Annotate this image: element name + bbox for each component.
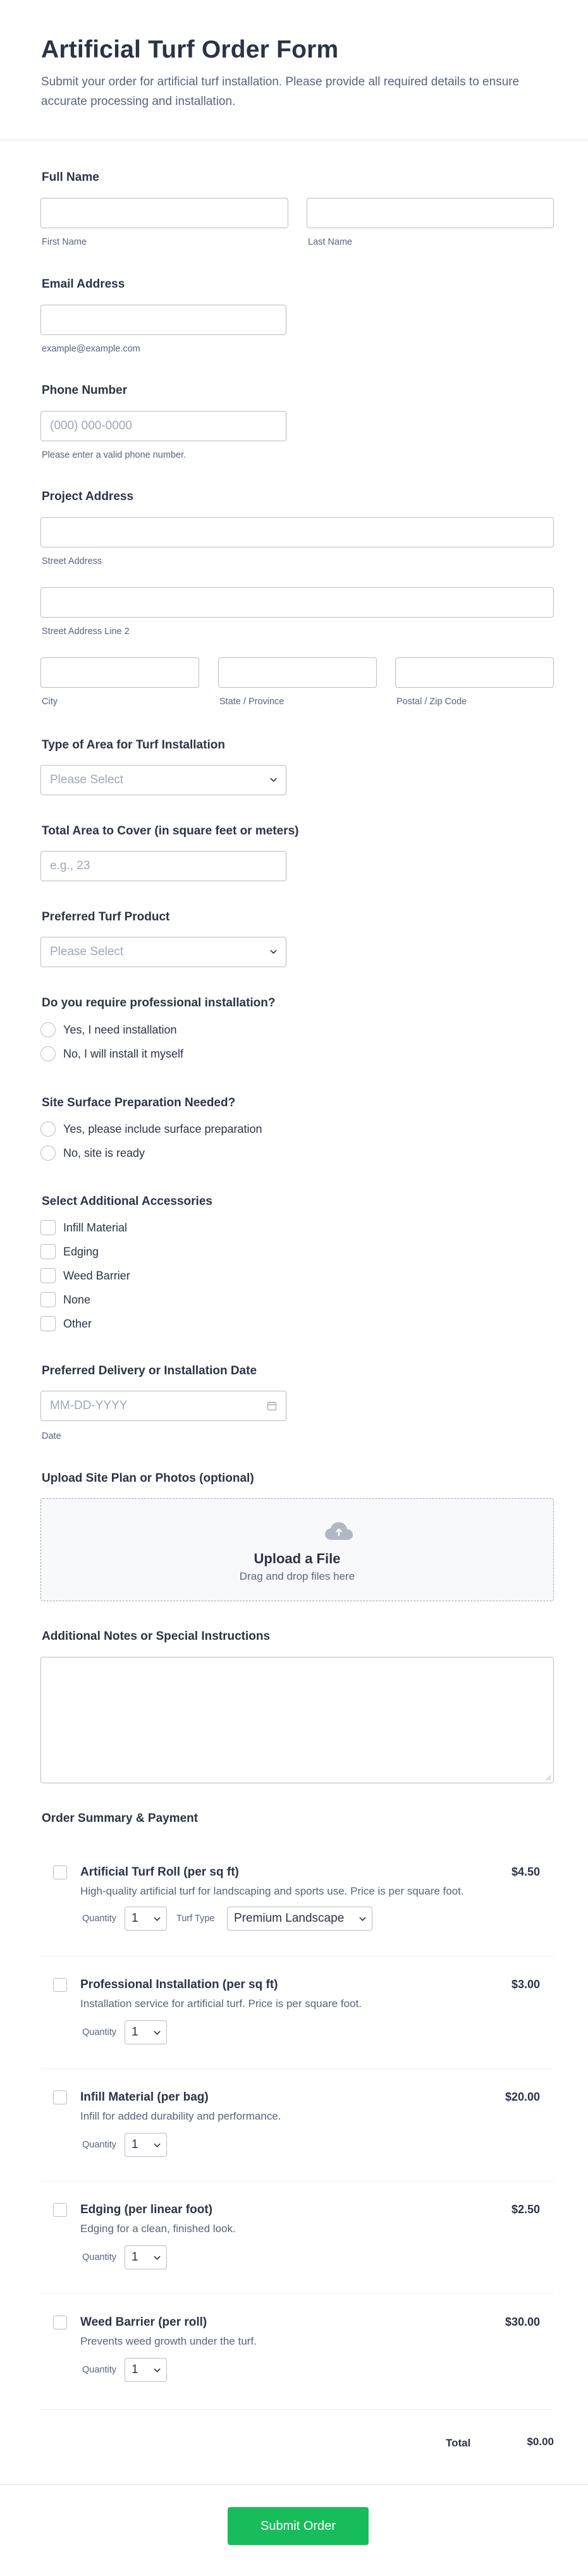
product-item [40,2299,554,2410]
area-type-selected: Please Select [50,773,124,786]
installation-label: Do you require professional installation? [42,996,276,1010]
calendar-icon[interactable] [267,1401,277,1411]
surface-prep-option-yes[interactable] [40,1120,262,1138]
accessory-option-label: Other [63,1317,92,1330]
checkbox[interactable] [40,1268,56,1283]
zip-sublabel: Postal / Zip Code [396,697,467,707]
checkbox[interactable] [40,1220,56,1235]
quantity-value: 1 [132,2138,138,2151]
email-input[interactable] [40,305,286,335]
accessory-option-label: Edging [63,1245,99,1258]
product-price: $4.50 [511,1865,540,1878]
quantity-select[interactable] [125,2020,167,2044]
turf-product-selected: Please Select [50,945,124,958]
quantity-select[interactable] [125,2245,167,2269]
product-item [40,1962,554,2069]
date-input[interactable] [40,1391,286,1421]
email-sublabel: example@example.com [42,344,140,354]
notes-textarea[interactable] [40,1657,554,1783]
quantity-label: Quantity [82,2027,116,2037]
total-area-input[interactable] [40,851,286,881]
quantity-label: Quantity [82,2365,116,2375]
chevron-down-icon [154,2367,161,2374]
form-title: Artificial Turf Order Form [41,36,339,63]
full-name-label: Full Name [42,171,99,184]
accessory-option-label: Infill Material [63,1221,128,1234]
street-address-line2-sublabel: Street Address Line 2 [42,626,130,637]
product-price: $20.00 [505,2091,540,2103]
accessory-option-infill[interactable] [40,1219,127,1236]
product-description: Prevents weed growth under the turf. [80,2335,257,2347]
phone-placeholder: (000) 000-0000 [50,419,132,432]
file-upload-dropzone[interactable] [40,1498,554,1601]
product-description: Infill for added durability and performance. [80,2110,281,2122]
city-sublabel: City [42,697,58,707]
submit-button[interactable]: Submit Order [228,2507,369,2545]
upload-label: Upload Site Plan or Photos (optional) [42,1472,254,1485]
total-area-label: Total Area to Cover (in square feet or meters) [42,824,299,838]
quantity-value: 1 [132,2025,138,2039]
product-price: $30.00 [505,2316,540,2328]
checkbox[interactable] [40,1292,56,1307]
turf-type-select[interactable] [227,1907,372,1931]
first-name-input[interactable] [40,198,288,228]
quantity-select[interactable] [125,2358,167,2382]
product-description: High-quality artificial turf for landscaping and sports use. Price is per square foot. [80,1885,464,1897]
installation-option-label: Yes, I need installation [63,1023,177,1036]
radio-button[interactable] [40,1046,56,1061]
total-area-placeholder: e.g., 23 [50,859,90,872]
quantity-value: 1 [132,1912,138,1925]
chevron-down-icon [154,1915,161,1922]
radio-button[interactable] [40,1145,56,1161]
product-checkbox[interactable] [53,1978,67,1992]
form-subtitle: Submit your order for artificial turf installation. Please provide all required details to ensure accurate processing and installation. [41,75,520,108]
product-name: Professional Installation (per sq ft) [80,1978,278,1991]
cloud-upload-icon [324,1521,353,1541]
date-sublabel: Date [42,1431,61,1441]
email-label: Email Address [42,278,125,291]
radio-button[interactable] [40,1022,56,1037]
quantity-label: Quantity [82,1914,116,1924]
product-name: Edging (per linear foot) [80,2203,212,2216]
phone-input[interactable] [40,411,286,441]
product-name: Weed Barrier (per roll) [80,2316,207,2329]
surface-prep-label: Site Surface Preparation Needed? [42,1096,236,1109]
turf-product-label: Preferred Turf Product [42,910,170,924]
order-summary-label: Order Summary & Payment [42,1812,199,1825]
product-checkbox[interactable] [53,1865,67,1879]
accessory-option-edging[interactable] [40,1243,99,1261]
resize-handle-icon[interactable] [545,1774,551,1781]
product-name: Artificial Turf Roll (per sq ft) [80,1865,239,1879]
last-name-sublabel: Last Name [308,237,353,247]
radio-button[interactable] [40,1121,56,1137]
checkbox[interactable] [40,1316,56,1331]
zip-input[interactable] [395,657,554,688]
chevron-down-icon [154,2254,161,2261]
accessory-option-none[interactable] [40,1291,90,1309]
chevron-down-icon [270,776,277,783]
product-checkbox[interactable] [53,2316,67,2329]
total-value: $0.00 [527,2436,554,2448]
street-address-line2-input[interactable] [40,587,554,618]
accessory-option-weed-barrier[interactable] [40,1267,130,1285]
notes-label: Additional Notes or Special Instructions [42,1630,271,1643]
turf-type-label: Turf Type [176,1914,215,1924]
quantity-label: Quantity [82,2140,116,2150]
checkbox[interactable] [40,1244,56,1259]
turf-type-value: Premium Landscape [234,1912,345,1925]
quantity-value: 1 [132,2363,138,2376]
product-price: $2.50 [511,2203,540,2216]
quantity-label: Quantity [82,2252,116,2262]
footer-divider [0,2484,588,2485]
product-checkbox[interactable] [53,2091,67,2104]
area-type-label: Type of Area for Turf Installation [42,738,225,752]
chevron-down-icon [270,948,277,955]
turf-product-select[interactable] [40,937,286,967]
last-name-input[interactable] [307,198,554,228]
area-type-select[interactable] [40,765,286,795]
product-checkbox[interactable] [53,2203,67,2217]
form-header [0,0,588,140]
accessory-option-label: Weed Barrier [63,1269,130,1282]
date-placeholder: MM-DD-YYYY [50,1399,128,1412]
phone-sublabel: Please enter a valid phone number. [42,450,187,460]
installation-option-no[interactable] [40,1045,183,1063]
quantity-select[interactable] [125,2133,167,2157]
product-price: $3.00 [511,1978,540,1991]
surface-prep-option-label: No, site is ready [63,1146,145,1159]
quantity-value: 1 [132,2250,138,2264]
product-name: Infill Material (per bag) [80,2091,209,2104]
upload-title: Upload a File [254,1551,341,1566]
product-description: Installation service for artificial turf. Price is per square foot. [80,1998,362,2010]
total-label: Total [446,2437,471,2449]
date-label: Preferred Delivery or Installation Date [42,1364,257,1377]
surface-prep-option-label: Yes, please include surface preparation [63,1122,262,1135]
product-item [40,1849,554,1956]
city-input[interactable] [40,657,199,688]
upload-hint: Drag and drop files here [239,1570,355,1582]
product-description: Edging for a clean, finished look. [80,2223,236,2235]
installation-option-label: No, I will install it myself [63,1047,184,1060]
chevron-down-icon [359,1915,366,1922]
state-sublabel: State / Province [219,697,285,707]
accessory-option-label: None [63,1293,91,1306]
phone-label: Phone Number [42,384,128,397]
street-address-input[interactable] [40,517,554,547]
accessories-label: Select Additional Accessories [42,1195,212,1208]
quantity-select[interactable] [125,1907,167,1931]
first-name-sublabel: First Name [42,237,87,247]
state-input[interactable] [218,657,377,688]
street-address-sublabel: Street Address [42,556,102,566]
product-item [40,2074,554,2182]
chevron-down-icon [154,2029,161,2036]
product-item [40,2187,554,2294]
surface-prep-option-no[interactable] [40,1144,145,1162]
address-label: Project Address [42,490,134,503]
installation-option-yes[interactable] [40,1021,176,1039]
accessory-option-other[interactable] [40,1315,92,1333]
chevron-down-icon [154,2142,161,2149]
